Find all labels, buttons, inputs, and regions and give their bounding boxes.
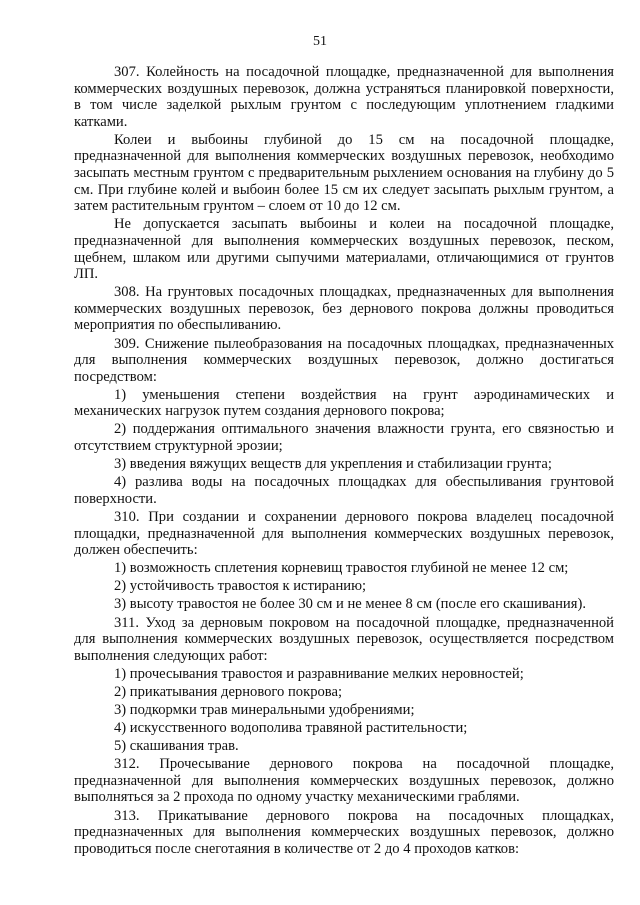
paragraph-313: 313. Прикатывание дернового покрова на посадочных площадках, предназначенных для выполнения коммерческих воздушных перевозок, должно проводиться после снеготаяния в количестве от 2 до 4 проходов катков: xyxy=(74,807,614,857)
list-item: 1) уменьшения степени воздействия на грунт аэродинамических и механических нагрузок путем создания дернового покрова; xyxy=(74,386,614,420)
list-item: 1) возможность сплетения корневищ травостоя глубиной не менее 12 см; xyxy=(114,560,569,577)
list-item: 3) подкормки трав минеральными удобрениями; xyxy=(114,701,415,718)
paragraph-307-prohibition: Не допускается засыпать выбоины и колеи на посадочной площадке, предназначенной для выполнения коммерческих воздушных перевозок, песком, щебнем, шлаком или другими сыпучими материалами, отличающимися от грунтов ЛП. xyxy=(74,216,614,283)
list-item: 2) поддержания оптимального значения влажности грунта, его связностью и отсутствием структурной эрозии; xyxy=(74,421,614,455)
paragraph-309: 309. Снижение пылеобразования на посадочных площадках, предназначенных для выполнения коммерческих воздушных перевозок, должно достигаться посредством: xyxy=(74,335,614,385)
list-item: 4) искусственного водополива травяной растительности; xyxy=(114,720,468,737)
paragraph-307: 307. Колейность на посадочной площадке, предназначенной для выполнения коммерческих воздушных перевозок, должна устраняться планировкой поверхности, в том числе заделкой рыхлым грунтом с последующим уплотнением гладкими катками. xyxy=(74,64,614,130)
document-body xyxy=(74,64,614,859)
list-item: 1) прочесывания травостоя и разравнивание мелких неровностей; xyxy=(114,665,524,682)
paragraph-307-ruts: Колеи и выбоины глубиной до 15 см на посадочной площадке, предназначенной для выполнения коммерческих воздушных перевозок, необходимо засыпать местным грунтом с предварительным рыхлением основания на глубину до 5 см. При глубине колей и выбоин более 15 см их следует засыпать рыхлым грунтом, а затем растительным грунтом – слоем от 10 до 12 см. xyxy=(74,131,614,215)
paragraph-312: 312. Прочесывание дернового покрова на посадочной площадке, предназначенной для выполнения коммерческих воздушных перевозок, должно выполняться за 2 прохода по одному участку механическими граблями. xyxy=(74,756,614,806)
list-item: 5) скашивания трав. xyxy=(114,738,239,755)
list-item: 4) разлива воды на посадочных площадках для обеспыливания грунтовой поверхности. xyxy=(74,474,614,507)
list-item: 3) высоту травостоя не более 30 см и не менее 8 см (после его скашивания). xyxy=(114,596,586,613)
paragraph-311: 311. Уход за дерновым покровом на посадочной площадке, предназначенной для выполнения коммерческих воздушных перевозок, осуществляется посредством выполнения следующих работ: xyxy=(74,614,614,664)
paragraph-310: 310. При создании и сохранении дернового покрова владелец посадочной площадки, предназначенной для выполнения коммерческих воздушных перевозок, должен обеспечить: xyxy=(74,508,614,559)
list-item: 3) введения вяжущих веществ для укрепления и стабилизации грунта; xyxy=(114,456,552,473)
paragraph-308: 308. На грунтовых посадочных площадках, предназначенных для выполнения коммерческих воздушных перевозок, без дернового покрова должны проводиться мероприятия по обеспыливанию. xyxy=(74,284,614,334)
page-number: 51 xyxy=(313,34,327,49)
list-item: 2) прикатывания дернового покрова; xyxy=(114,683,343,700)
list-item: 2) устойчивость травостоя к истиранию; xyxy=(114,578,367,595)
